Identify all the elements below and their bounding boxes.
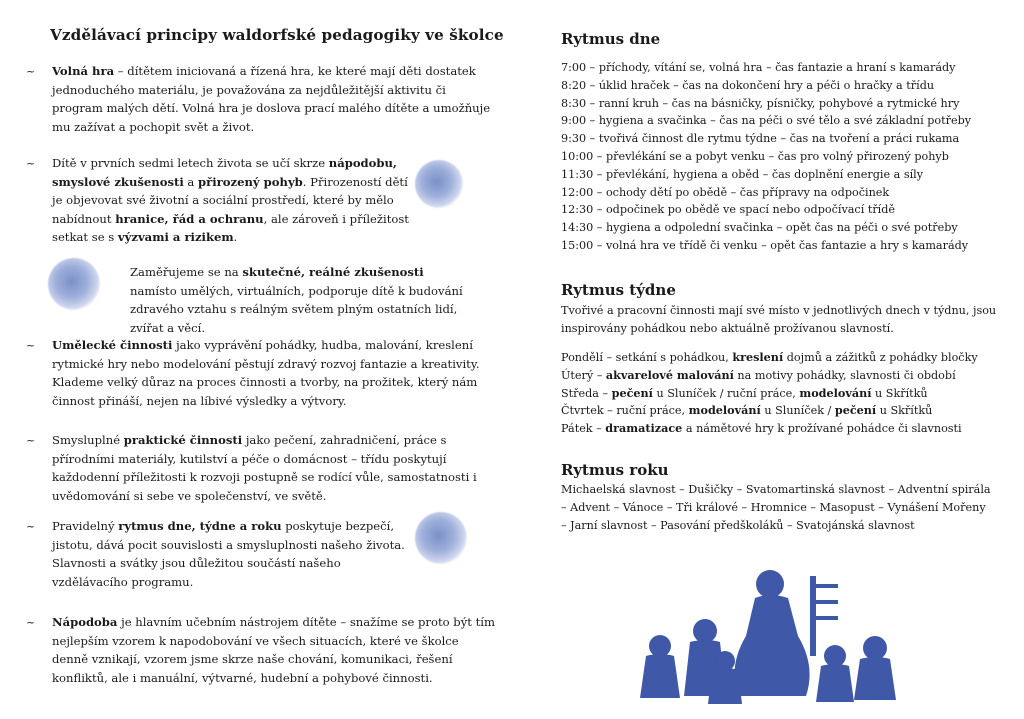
list-item: 8:20 – úklid hraček – čas na dokončení hry a péči o hračky a třídu (561, 78, 935, 92)
list-item: – Jarní slavnost – Pasování předškoláků – Svatojánská slavnost (561, 518, 915, 532)
day-schedule (561, 59, 971, 255)
page-title: Vzdělávací principy waldorfské pedagogiky ve školce (50, 26, 504, 44)
section-title-year: Rytmus roku (561, 461, 669, 479)
bullet: ~ (26, 339, 36, 352)
list-item: 7:00 – příchody, vítání se, volná hra – čas fantazie a hraní s kamarády (561, 61, 956, 74)
week-schedule (561, 349, 978, 438)
bullet: ~ (26, 434, 36, 447)
list-item: 14:30 – hygiena a odpolední svačinka – opět čas na péči o své potřeby (561, 221, 958, 235)
paragraph-real-experience: Zaměřujeme se na skutečné, reálné zkušenosti namísto umělých, virtuálních, podporuje dítě k budování zdravého vztahu s reálným světem plným ostatních lidí, zvířat a věcí. (130, 265, 463, 335)
paragraph-imitation-senses: Dítě v prvních sedmi letech života se učí skrze nápodobu, smyslové zkušenosti a přirozený pohyb. Přirozeností dětí je objevovat své životní a sociální prostředí, které by mělo nabídnout hranice, řád a ochranu, ale zároveň i příležitost setkat se s výzvami a rizikem. (52, 156, 409, 245)
list-item: 8:30 – ranní kruh – čas na básničky, písničky, pohybové a rytmické hry (561, 96, 960, 110)
paragraph-free-play: Volná hra – dítětem iniciovaná a řízená hra, ke které mají děti dostatek jednoduchého materiálu, je považována za nejdůležitější aktivitu či program malých dětí. Volná hra je doslova prací malého dítěte a umožňuje mu zažívat a pochopit svět a život. (52, 64, 491, 134)
watercolor-blot-icon (48, 258, 100, 310)
paragraph-practical-activities: Smysluplné praktické činnosti jako pečení, zahradničení, práce s přírodními materiály, kutilství a péče o domácnost – třídu poskytují každodenní příležitosti k rozvoji postupně se rodící vůle, samostatnosti i uvědomování si sebe ve společenství, ve světě. (52, 433, 477, 503)
watercolor-blot-icon (415, 160, 463, 208)
list-item: 15:00 – volná hra ve třídě či venku – opět čas fantazie a hry s kamarády (561, 238, 969, 252)
bullet: ~ (26, 616, 36, 629)
list-item: Michaelská slavnost – Dušičky – Svatomartinská slavnost – Adventní spirála (561, 483, 991, 496)
list-item: 12:30 – odpočinek po obědě ve spací nebo odpočívací třídě (561, 203, 896, 217)
bullet: ~ (26, 157, 36, 170)
list-item: Úterý – akvarelové malování na motivy pohádky, slavnosti či období (561, 367, 956, 382)
list-item: Středa – pečení u Sluníček / ruční práce, modelování u Skřítků (561, 385, 928, 400)
list-item: 9:30 – tvořivá činnost dle rytmu týdne – čas na tvoření a práci rukama (561, 132, 960, 146)
list-item: – Advent – Vánoce – Tři králové – Hromnice – Masopust – Vynášení Mořeny (561, 500, 986, 514)
bullet: ~ (26, 520, 36, 533)
list-item: 11:30 – převlékání, hygiena a oběd – čas doplnění energie a síly (561, 167, 924, 181)
list-item: Pátek – dramatizace a námětové hry k prožívané pohádce či slavnosti (561, 421, 962, 436)
list-item: Pondělí – setkání s pohádkou, kreslení dojmů a zážitků z pohádky bločky (561, 350, 978, 364)
paragraph-artistic-activities: Umělecké činnosti jako vyprávění pohádky, hudba, malování, kreslení rytmické hry nebo modelování pěstují zdravý rozvoj fantazie a kreativity. Klademe velký důraz na proces činnosti a tvorby, na prožitek, který nám činnost přináší, nejen na líbivé výsledky a výtvory. (52, 338, 480, 408)
year-list (561, 481, 991, 534)
section-title-day: Rytmus dne (561, 30, 661, 48)
list-item: 10:00 – převlékání se a pobyt venku – čas pro volný přirozený pohyb (561, 149, 949, 163)
left-column (22, 26, 504, 44)
paragraph-rhythm: Pravidelný rytmus dne, týdne a roku poskytuje bezpečí, jistotu, dává pocit souvislosti a smysluplnosti našeho života. Slavnosti a svátky jsou důležitou součástí našeho vzdělávacího programu. (52, 519, 405, 589)
bullet: ~ (26, 65, 36, 78)
list-item: 12:00 – ochody dětí po obědě – čas přípravy na odpočinek (561, 185, 890, 199)
storyteller-illustration-icon (620, 556, 920, 711)
section-title-week: Rytmus týdne (561, 281, 676, 299)
paragraph-imitation: Nápodoba je hlavním učebním nástrojem dítěte – snažíme se proto být tím nejlepším vzorem k napodobování ve všech situacích, které ve školce denně vznikají, vzorem jsme skrze naše chování, komunikaci, řešení konfliktů, ale i manuální, výtvarné, hudební a pohybové činnosti. (52, 615, 495, 685)
list-item: Čtvrtek – ruční práce, modelování u Sluníček / pečení u Skřítků (561, 403, 933, 418)
week-intro: Tvořivé a pracovní činnosti mají své místo v jednotlivých dnech v týdnu, jsou inspirovány pohádkou nebo aktuálně prožívanou slavností. (561, 304, 997, 335)
watercolor-blot-icon (415, 512, 467, 564)
list-item: 9:00 – hygiena a svačinka – čas na péči o své tělo a své základní potřeby (561, 114, 972, 128)
